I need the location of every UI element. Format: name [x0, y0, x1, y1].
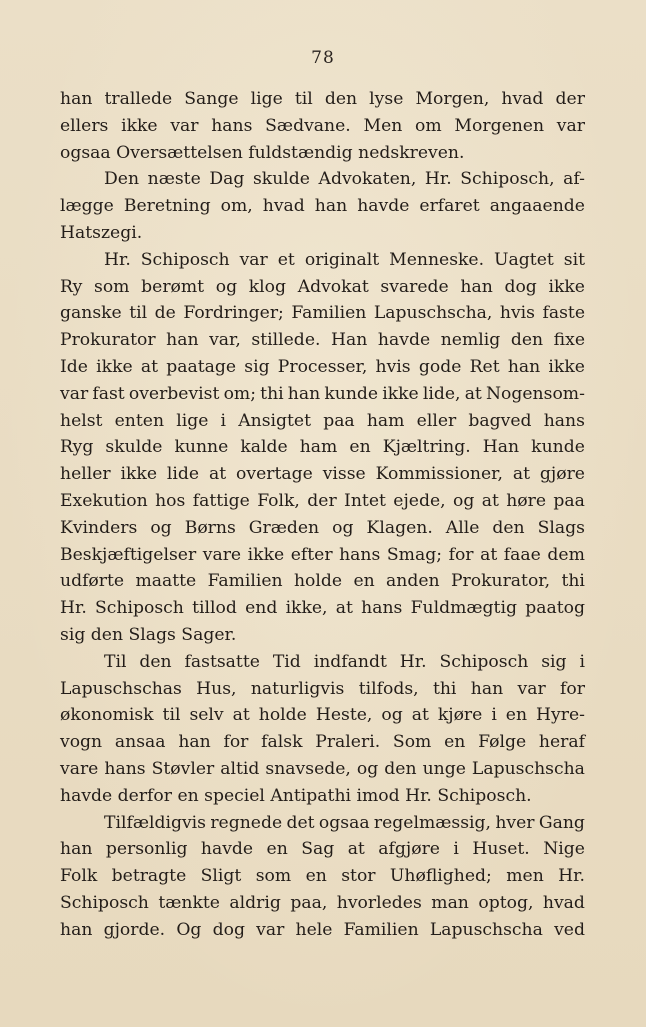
word: i [453, 839, 459, 860]
word: fattige [192, 490, 250, 511]
word: Schiposch [439, 651, 529, 672]
word: vogn [60, 732, 103, 753]
word: som [94, 276, 130, 297]
word: Morgenen [454, 115, 545, 136]
word: hos [155, 490, 186, 511]
word: hver [495, 812, 535, 833]
word: kunde [531, 437, 585, 458]
word: kalde [240, 437, 288, 458]
word: de [154, 303, 176, 324]
word: der [307, 490, 337, 511]
word: vare [60, 758, 99, 779]
word: Familien [207, 571, 283, 592]
word: Hyre- [536, 705, 585, 726]
word: ikke [247, 544, 285, 565]
word: om, [220, 196, 253, 217]
word: den [492, 517, 525, 538]
word: Men [363, 115, 403, 136]
text-line [60, 702, 585, 729]
text-line [60, 274, 585, 301]
word: Tid [272, 651, 301, 672]
word: lide, [422, 383, 461, 404]
word: og [452, 490, 475, 511]
word: den [324, 89, 358, 109]
word: at [481, 490, 499, 511]
text-line [60, 166, 585, 193]
word: eller [416, 410, 457, 431]
word: var [256, 919, 285, 940]
text-line [60, 649, 585, 676]
word: Ret [469, 356, 500, 377]
word: skulde [105, 437, 163, 458]
word: han [178, 732, 211, 753]
word: Hr. [399, 651, 427, 672]
word: til [129, 303, 148, 324]
text-line [60, 86, 585, 113]
word: og [150, 517, 172, 538]
word: en [353, 571, 375, 592]
word: personlig [105, 839, 188, 860]
word: dog [212, 919, 245, 940]
word: sig [244, 356, 270, 377]
word: havde [357, 196, 410, 217]
word: hvis [499, 303, 535, 324]
word: i [220, 410, 227, 431]
word: paatog [525, 598, 585, 619]
word: Prokurator [60, 330, 156, 351]
word: Lapuschschas [60, 678, 182, 699]
word: ikke [120, 464, 158, 485]
page-number: 78 [311, 48, 335, 68]
text-line [60, 193, 585, 220]
word: Og [176, 919, 202, 940]
word: at [411, 705, 429, 726]
word: helst [60, 410, 103, 431]
word: regelmæssig, [373, 812, 492, 833]
word: Børns [184, 517, 236, 538]
word: Hr. [424, 169, 452, 190]
word: tilfods, [358, 678, 419, 699]
word: at [232, 705, 250, 726]
word: paatage [166, 356, 237, 377]
word: hele [295, 919, 333, 940]
word: Folk [60, 866, 98, 887]
word: var [60, 383, 89, 404]
word: hans [543, 410, 585, 431]
word: for [448, 544, 474, 565]
word: til [162, 705, 181, 726]
word: Familien [291, 303, 367, 324]
word: hvad [262, 196, 305, 217]
word: sig [541, 651, 567, 672]
word: tænkte [158, 892, 220, 913]
word: ogsaa [318, 812, 370, 833]
word: Slags [537, 517, 585, 538]
word: Advokat [297, 276, 369, 297]
text-line [60, 434, 585, 461]
word: havde [200, 839, 254, 860]
word: hans [361, 598, 403, 619]
word: ikke [121, 115, 158, 136]
word: ikke [96, 356, 133, 377]
word: den [510, 330, 544, 351]
word: gjorde. [103, 919, 166, 940]
text-line [60, 595, 585, 622]
word: end [245, 598, 278, 619]
text-line-content: sig den Slags Sager. [60, 624, 237, 645]
word: Han [482, 437, 520, 458]
word: stor [341, 866, 376, 887]
word: Praleri. [315, 732, 381, 753]
text-line [60, 247, 585, 274]
word: anden [386, 571, 440, 592]
word: at [464, 383, 482, 404]
word: maatte [135, 571, 197, 592]
word: lyse [369, 89, 404, 109]
word: fastsatte [184, 651, 260, 672]
word: han [287, 383, 321, 404]
text-line [60, 220, 585, 247]
word: kjøre [437, 705, 483, 726]
word: dog [504, 276, 537, 297]
word: thi [432, 678, 457, 699]
word: hvorledes [336, 892, 422, 913]
word: Menneske. [389, 249, 485, 270]
word: han [460, 276, 493, 297]
word: nemlig [440, 330, 501, 351]
text-line [60, 917, 585, 944]
word: en [266, 839, 288, 860]
word: man [431, 892, 469, 913]
word: en [505, 705, 528, 726]
word: han [166, 330, 199, 351]
word: og [332, 517, 354, 538]
word: trallede [104, 89, 173, 109]
word: ham [366, 410, 405, 431]
text-line [60, 756, 585, 783]
word: han [470, 678, 504, 699]
word: Kvinders [60, 517, 138, 538]
word: og [381, 705, 403, 726]
word: Fordringer; [183, 303, 284, 324]
word: hans [104, 758, 146, 779]
text-line [60, 542, 585, 569]
word: fixe [553, 330, 585, 351]
word: Dag [209, 169, 245, 190]
word: Hr. [60, 598, 87, 619]
word: en [349, 437, 371, 458]
word: efter [290, 544, 333, 565]
word: at [335, 598, 353, 619]
word: Ansigtet [238, 410, 312, 431]
word: hans [339, 544, 381, 565]
text-line [60, 488, 585, 515]
word: lægge [60, 196, 114, 217]
word: ham [299, 437, 338, 458]
word: ved [554, 919, 585, 940]
word: Lapuschscha, [373, 303, 493, 324]
word: Sædvane. [265, 115, 351, 136]
word: Som [392, 732, 432, 753]
text-line-content: havde derfor en speciel Antipathi imod Hr. Schiposch. [60, 785, 532, 806]
word: visse [322, 464, 366, 485]
word: Lapuschscha [429, 919, 543, 940]
word: ganske [60, 303, 122, 324]
word: paa [323, 410, 355, 431]
word: Tilfældigvis [104, 812, 207, 833]
word: var [170, 115, 199, 136]
word: dem [547, 544, 585, 565]
word: at [208, 464, 227, 485]
word: om; [223, 383, 256, 404]
word: faae [503, 544, 541, 565]
text-line [60, 568, 585, 595]
word: Den [104, 169, 140, 190]
word: han [60, 89, 93, 109]
word: Exekution [60, 490, 148, 511]
word: Beretning [123, 196, 211, 217]
word: ansaa [114, 732, 166, 753]
word: hvad [501, 89, 544, 109]
word: en [305, 866, 327, 887]
word: thi [561, 571, 585, 592]
text-line [60, 140, 585, 167]
word: og [215, 276, 238, 297]
word: Familien [343, 919, 419, 940]
word: Sligt [200, 866, 242, 887]
word: kunde [324, 383, 379, 404]
word: men [506, 866, 544, 887]
word: selv [189, 705, 224, 726]
word: han [60, 839, 93, 860]
text-line [60, 729, 585, 756]
word: var [239, 249, 268, 270]
word: regnede [210, 812, 283, 833]
word: var, [209, 330, 241, 351]
word: at [347, 839, 365, 860]
word: holde [293, 571, 343, 592]
word: var [556, 115, 585, 136]
word: var [517, 678, 546, 699]
word: at [480, 544, 498, 565]
word: Nogensom- [486, 383, 585, 404]
word: Støvler [151, 758, 215, 779]
word: indfandt [313, 651, 387, 672]
word: hans [211, 115, 253, 136]
word: holde [258, 705, 307, 726]
word: Hr. [558, 866, 585, 887]
word: angaaende [489, 196, 585, 217]
word: ikke [548, 276, 585, 297]
word: Ide [60, 356, 88, 377]
word: Klagen. [366, 517, 433, 538]
word: stillede. [251, 330, 321, 351]
word: Schiposch [60, 892, 149, 913]
word: han [507, 356, 541, 377]
word: Han [331, 330, 368, 351]
text-line [60, 622, 585, 649]
word: den [139, 651, 172, 672]
text-line [60, 300, 585, 327]
word: Fuldmægtig [410, 598, 517, 619]
word: Huset. [472, 839, 530, 860]
word: lige [176, 410, 209, 431]
word: Sange [184, 89, 239, 109]
word: en [444, 732, 466, 753]
word: Kommissioner, [375, 464, 503, 485]
word: Prokurator, [450, 571, 551, 592]
text-line [60, 461, 585, 488]
word: Schiposch, [460, 169, 555, 190]
text-line [60, 515, 585, 542]
word: høre [506, 490, 547, 511]
text-line [60, 113, 585, 140]
text-line [60, 863, 585, 890]
word: Gang [538, 812, 585, 833]
word: svarede [380, 276, 449, 297]
word: Morgen, [415, 89, 490, 109]
text-line [60, 408, 585, 435]
word: Smag; [386, 544, 443, 565]
word: Til [104, 651, 127, 672]
word: fast [92, 383, 125, 404]
word: udførte [60, 571, 125, 592]
word: om [415, 115, 442, 136]
word: Følge [478, 732, 527, 753]
word: sit [563, 249, 585, 270]
word: lide [166, 464, 200, 485]
word: økonomisk [60, 705, 154, 726]
word: næste [147, 169, 201, 190]
word: hvad [542, 892, 585, 913]
word: afgjøre [378, 839, 440, 860]
word: heraf [538, 732, 585, 753]
word: vare [202, 544, 242, 565]
word: Uagtet [494, 249, 554, 270]
word: ejede, [393, 490, 446, 511]
word: erfaret [419, 196, 480, 217]
word: falsk [261, 732, 303, 753]
word: i [579, 651, 585, 672]
word: Hus, [196, 678, 237, 699]
word: skulde [252, 169, 310, 190]
word: berømt [141, 276, 205, 297]
word: kunne [174, 437, 229, 458]
word: altid [220, 758, 260, 779]
word: overtage [236, 464, 313, 485]
word: han [314, 196, 348, 217]
word: ellers [60, 115, 109, 136]
word: for [223, 732, 249, 753]
text-line [60, 890, 585, 917]
body-text [60, 86, 585, 944]
text-line [60, 783, 585, 810]
text-line [60, 327, 585, 354]
word: Græden [248, 517, 320, 538]
text-line [60, 810, 585, 837]
word: hvis [375, 356, 411, 377]
word: et [277, 249, 295, 270]
word: Uhøflighed; [389, 866, 492, 887]
word: aldrig [229, 892, 281, 913]
word: for [560, 678, 585, 699]
word: der [555, 89, 585, 109]
word: Ry [60, 276, 83, 297]
word: han [60, 919, 93, 940]
word: Schiposch [95, 598, 184, 619]
word: Beskjæftigelser [60, 544, 197, 565]
word: Hr. [104, 249, 131, 270]
word: til [294, 89, 313, 109]
word: gode [418, 356, 462, 377]
word: at [512, 464, 530, 485]
word: overbevist [128, 383, 220, 404]
word: Kjæltring. [382, 437, 471, 458]
word: Heste, [315, 705, 373, 726]
word: at [140, 356, 159, 377]
word: paa [553, 490, 585, 511]
word: tillod [192, 598, 237, 619]
word: bagved [468, 410, 532, 431]
text-line [60, 836, 585, 863]
word: ikke, [285, 598, 328, 619]
word: thi [260, 383, 284, 404]
word: af- [563, 169, 585, 190]
word: Intet [344, 490, 386, 511]
word: unge [422, 758, 466, 779]
word: enten [114, 410, 165, 431]
word: gjøre [539, 464, 585, 485]
text-line [60, 676, 585, 703]
word: Processer, [277, 356, 368, 377]
word: ikke [548, 356, 585, 377]
word: Nige [543, 839, 585, 860]
word: lige [250, 89, 283, 109]
word: originalt [304, 249, 380, 270]
word: havde [377, 330, 431, 351]
word: Ryg [60, 437, 94, 458]
word: Advokaten, [318, 169, 417, 190]
word: Lapuschscha [471, 758, 585, 779]
word: ikke [382, 383, 419, 404]
word: den [384, 758, 417, 779]
word: det [286, 812, 315, 833]
word: betragte [111, 866, 187, 887]
word: i [491, 705, 497, 726]
word: heller [60, 464, 111, 485]
word: Alle [445, 517, 480, 538]
text-line-content: ogsaa Oversættelsen fuldstændig nedskreven. [60, 142, 465, 163]
word: paa, [290, 892, 328, 913]
word: klog [248, 276, 287, 297]
word: optog, [478, 892, 534, 913]
word: som [255, 866, 292, 887]
text-line [60, 381, 585, 408]
word: Sag [301, 839, 335, 860]
word: faste [542, 303, 585, 324]
word: naturligvis [250, 678, 345, 699]
text-line-content: Hatszegi. [60, 222, 143, 243]
text-line [60, 354, 585, 381]
word: snavsede, [265, 758, 351, 779]
word: Folk, [257, 490, 300, 511]
word: Schiposch [140, 249, 230, 270]
word: og [356, 758, 379, 779]
